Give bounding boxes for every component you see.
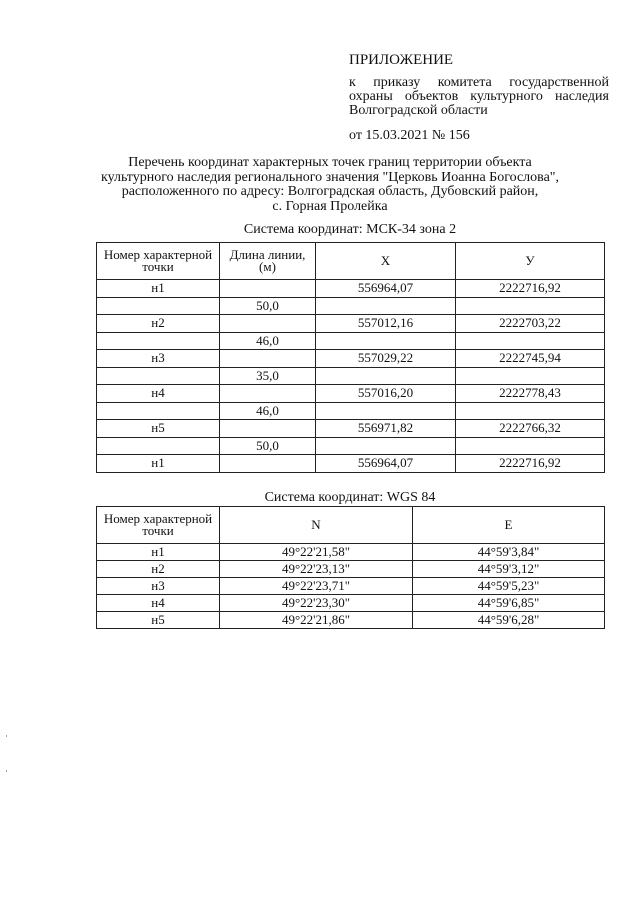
e-cell: 44°59'3,12" bbox=[413, 561, 605, 578]
y-cell bbox=[456, 297, 605, 315]
appendix-title: ПРИЛОЖЕНИЕ bbox=[349, 52, 454, 68]
heading-line: Перечень координат характерных точек границ территории объекта bbox=[128, 155, 532, 170]
col-header-point: Номер характерной точки bbox=[97, 507, 220, 544]
point-cell: н1 bbox=[97, 544, 220, 561]
table-row bbox=[97, 280, 605, 298]
length-cell bbox=[220, 350, 316, 368]
x-cell bbox=[316, 437, 456, 455]
y-cell: 2222703,22 bbox=[456, 315, 605, 333]
table-row bbox=[97, 402, 605, 420]
heading-line: с. Горная Пролейка bbox=[272, 198, 388, 214]
point-cell bbox=[97, 332, 220, 350]
point-cell: н4 bbox=[97, 595, 220, 612]
length-cell bbox=[220, 280, 316, 298]
length-cell: 46,0 bbox=[220, 332, 316, 350]
order-line: к приказу комитета государственной bbox=[349, 75, 609, 90]
document-heading bbox=[80, 156, 580, 214]
y-cell: 2222745,94 bbox=[456, 350, 605, 368]
y-cell bbox=[456, 367, 605, 385]
scan-mark bbox=[6, 735, 7, 737]
table-row bbox=[97, 561, 605, 578]
table-header-row bbox=[97, 507, 605, 544]
x-cell: 556964,07 bbox=[316, 455, 456, 473]
e-cell: 44°59'5,23" bbox=[413, 578, 605, 595]
heading-line: культурного наследия регионального значения "Церковь Иоанна Богослова", bbox=[100, 169, 559, 185]
x-cell: 557016,20 bbox=[316, 385, 456, 403]
col-header-point: Номер характерной точки bbox=[97, 243, 220, 280]
x-cell: 556964,07 bbox=[316, 280, 456, 298]
x-cell bbox=[316, 332, 456, 350]
order-line: охраны объектов культурного наследия bbox=[349, 89, 609, 104]
point-cell: н3 bbox=[97, 350, 220, 368]
table-row bbox=[97, 420, 605, 438]
n-cell: 49°22'23,13" bbox=[220, 561, 413, 578]
point-cell: н1 bbox=[97, 280, 220, 298]
x-cell bbox=[316, 367, 456, 385]
length-cell: 46,0 bbox=[220, 402, 316, 420]
point-cell: н2 bbox=[97, 315, 220, 333]
table-row bbox=[97, 332, 605, 350]
table-row bbox=[97, 315, 605, 333]
scan-mark bbox=[6, 770, 7, 772]
table-row bbox=[97, 595, 605, 612]
n-cell: 49°22'21,86" bbox=[220, 612, 413, 629]
length-cell: 50,0 bbox=[220, 297, 316, 315]
n-cell: 49°22'23,30" bbox=[220, 595, 413, 612]
y-cell bbox=[456, 437, 605, 455]
point-cell: н3 bbox=[97, 578, 220, 595]
table-row bbox=[97, 612, 605, 629]
col-header-n: N bbox=[220, 507, 413, 544]
point-cell bbox=[97, 402, 220, 420]
x-cell: 557012,16 bbox=[316, 315, 456, 333]
col-header-y: У bbox=[456, 243, 605, 280]
msk-coordinates-table bbox=[96, 242, 605, 473]
point-cell: н5 bbox=[97, 612, 220, 629]
wgs-coordinates-table bbox=[96, 506, 605, 629]
x-cell: 556971,82 bbox=[316, 420, 456, 438]
table2-title: Система координат: WGS 84 bbox=[264, 490, 436, 505]
point-cell bbox=[97, 367, 220, 385]
col-header-x: X bbox=[316, 243, 456, 280]
col-header-e: E bbox=[413, 507, 605, 544]
order-date: от 15.03.2021 № 156 bbox=[349, 128, 470, 143]
point-cell bbox=[97, 437, 220, 455]
table1-title: Система координат: МСК-34 зона 2 bbox=[243, 222, 457, 237]
heading-line: расположенного по адресу: Волгоградская область, Дубовский район, bbox=[121, 184, 539, 199]
y-cell bbox=[456, 402, 605, 420]
e-cell: 44°59'6,85" bbox=[413, 595, 605, 612]
n-cell: 49°22'23,71" bbox=[220, 578, 413, 595]
table-row bbox=[97, 578, 605, 595]
length-cell bbox=[220, 385, 316, 403]
y-cell: 2222766,32 bbox=[456, 420, 605, 438]
col-header-length: Длина линии, (м) bbox=[220, 243, 316, 280]
x-cell bbox=[316, 297, 456, 315]
y-cell: 2222716,92 bbox=[456, 455, 605, 473]
point-cell: н2 bbox=[97, 561, 220, 578]
point-cell bbox=[97, 297, 220, 315]
order-line: Волгоградской области bbox=[349, 103, 488, 118]
table-row bbox=[97, 297, 605, 315]
table-header-row bbox=[97, 243, 605, 280]
y-cell bbox=[456, 332, 605, 350]
table-row bbox=[97, 437, 605, 455]
length-cell: 50,0 bbox=[220, 437, 316, 455]
table-row bbox=[97, 385, 605, 403]
point-cell: н4 bbox=[97, 385, 220, 403]
e-cell: 44°59'6,28" bbox=[413, 612, 605, 629]
table-row bbox=[97, 367, 605, 385]
length-cell bbox=[220, 455, 316, 473]
x-cell: 557029,22 bbox=[316, 350, 456, 368]
table-row bbox=[97, 455, 605, 473]
e-cell: 44°59'3,84" bbox=[413, 544, 605, 561]
point-cell: н5 bbox=[97, 420, 220, 438]
length-cell: 35,0 bbox=[220, 367, 316, 385]
n-cell: 49°22'21,58" bbox=[220, 544, 413, 561]
length-cell bbox=[220, 420, 316, 438]
y-cell: 2222716,92 bbox=[456, 280, 605, 298]
table-row bbox=[97, 350, 605, 368]
point-cell: н1 bbox=[97, 455, 220, 473]
length-cell bbox=[220, 315, 316, 333]
table-row bbox=[97, 544, 605, 561]
order-reference bbox=[349, 76, 609, 118]
x-cell bbox=[316, 402, 456, 420]
y-cell: 2222778,43 bbox=[456, 385, 605, 403]
